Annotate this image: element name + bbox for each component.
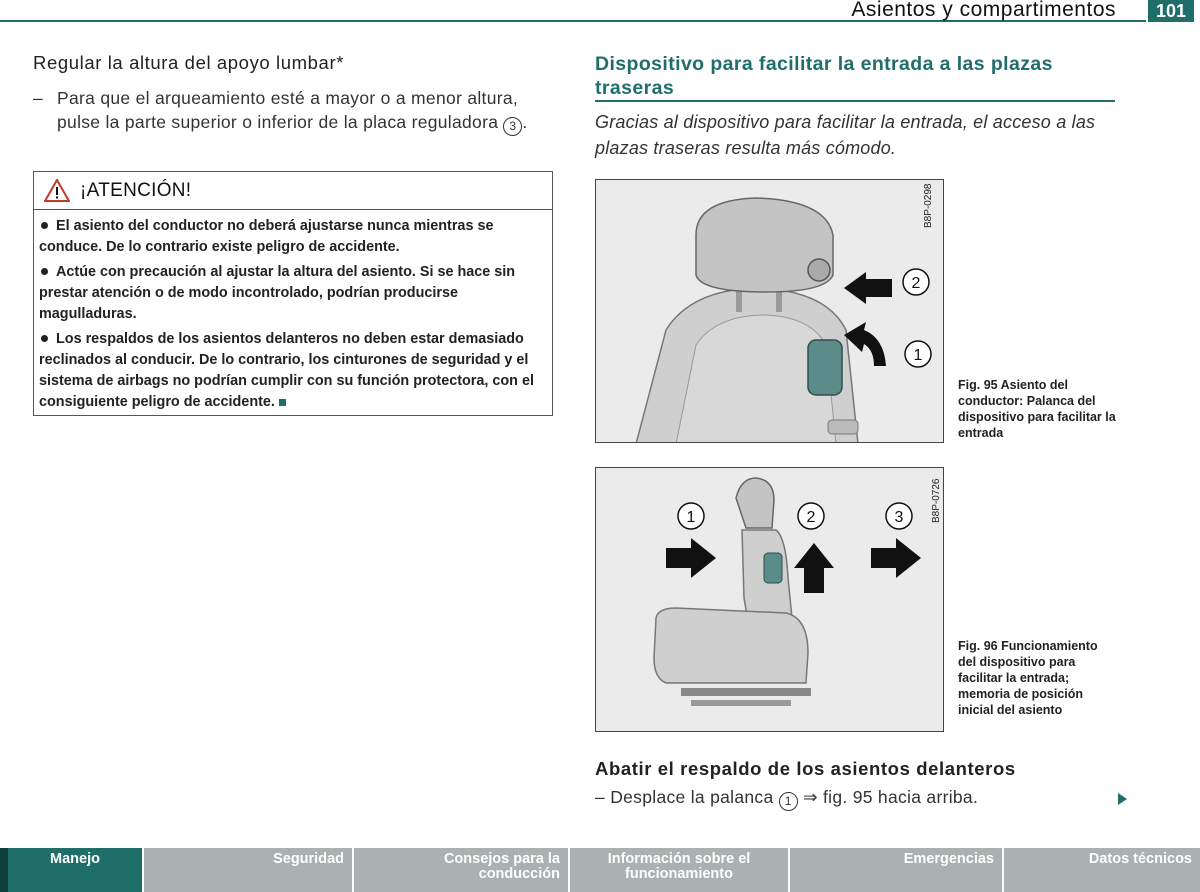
figure-96-seat-memory (595, 467, 944, 732)
callout-1-ref: 1 (779, 792, 798, 811)
figure-95-code: B8P-0298 (923, 183, 934, 228)
warning-item: El asiento del conductor no deberá ajustarse nunca mientras se conduce. De lo contrario existe peligro de accidente. (39, 218, 494, 255)
warning-title: ¡ATENCIÓN! (80, 179, 192, 201)
intro-text: Gracias al dispositivo para facilitar la entrada, el acceso a las plazas traseras resulta más cómodo. (595, 112, 1096, 158)
figure-96-callout-1: 1 (686, 509, 696, 526)
section-title: Asientos y compartimentos (851, 0, 1116, 21)
warning-triangle-icon (44, 179, 70, 202)
end-marker-icon (279, 399, 286, 406)
lumbar-step (33, 86, 553, 136)
bullet-icon (41, 335, 48, 342)
tab-emergencias[interactable]: Emergencias (790, 848, 1004, 892)
tab-datos-tecnicos[interactable]: Datos técnicos (1004, 848, 1200, 892)
entry-device-heading: Dispositivo para facilitar la entrada a las plazas traseras (595, 53, 1053, 99)
seat-memory-illustration (596, 468, 944, 732)
left-column (33, 52, 553, 136)
bullet-icon (41, 222, 48, 229)
tab-seguridad[interactable]: Seguridad (144, 848, 354, 892)
figure-96-callout-3: 3 (894, 509, 904, 526)
figure-96-code: B8P-0726 (931, 478, 942, 523)
abatir-heading: Abatir el respaldo de los asientos delanteros (595, 758, 1016, 779)
warning-item: Actúe con precaución al ajustar la altura del asiento. Si se hace sin prestar atención o de modo incontrolado, podrían producirse magulladuras. (39, 264, 516, 322)
nav-accent-bar (0, 848, 8, 892)
chapter-nav (0, 848, 1200, 892)
next-page-arrow-icon[interactable] (1118, 793, 1127, 805)
dash-marker: – (595, 787, 611, 807)
tab-manejo[interactable]: Manejo (8, 848, 144, 892)
figure-95-seat-lever (595, 179, 944, 443)
tab-consejos-conduccion[interactable]: Consejos para la conducción (354, 848, 570, 892)
figure-95-caption: Fig. 95 Asiento del conductor: Palanca del dispositivo para facilitar la entrada (958, 378, 1116, 440)
callout-3-ref: 3 (503, 117, 522, 136)
page-header (0, 0, 1200, 22)
warning-box (33, 171, 553, 416)
figure-96-callout-2: 2 (806, 509, 816, 526)
lumbar-step-text: Para que el arqueamiento esté a mayor o a menor altura, pulse la parte superior o inferior de la placa reguladora (57, 88, 519, 132)
seat-lever-illustration (596, 180, 944, 443)
bullet-icon (41, 268, 48, 275)
tab-informacion-funcionamiento[interactable]: Información sobre el funcionamiento (570, 848, 790, 892)
dash-marker: – (33, 88, 44, 108)
lumbar-heading: Regular la altura del apoyo lumbar* (33, 52, 345, 73)
warning-item: Los respaldos de los asientos delanteros no deben estar demasiado reclinados al conducir. De lo contrario, los cinturones de seguridad y el sistema de airbags no podrían cumplir con su función protectora, con el consiguiente peligro de accidente. (39, 331, 534, 410)
abatir-step-text: Desplace la palanca (610, 787, 774, 807)
figure-95-callout-1: 1 (913, 347, 923, 364)
lumbar-step-end: . (522, 112, 528, 132)
figure-95-callout-2: 2 (911, 275, 921, 292)
figure-96-caption: Fig. 96 Funcionamiento del dispositivo para facilitar la entrada; memoria de posición inicial del asiento (958, 639, 1098, 717)
warning-header (34, 172, 552, 210)
heading-rule (595, 100, 1115, 102)
abatir-step-end: ⇒ fig. 95 hacia arriba. (802, 787, 979, 807)
warning-body (34, 210, 552, 413)
page-number: 101 (1148, 0, 1194, 22)
abatir-step (595, 787, 978, 811)
